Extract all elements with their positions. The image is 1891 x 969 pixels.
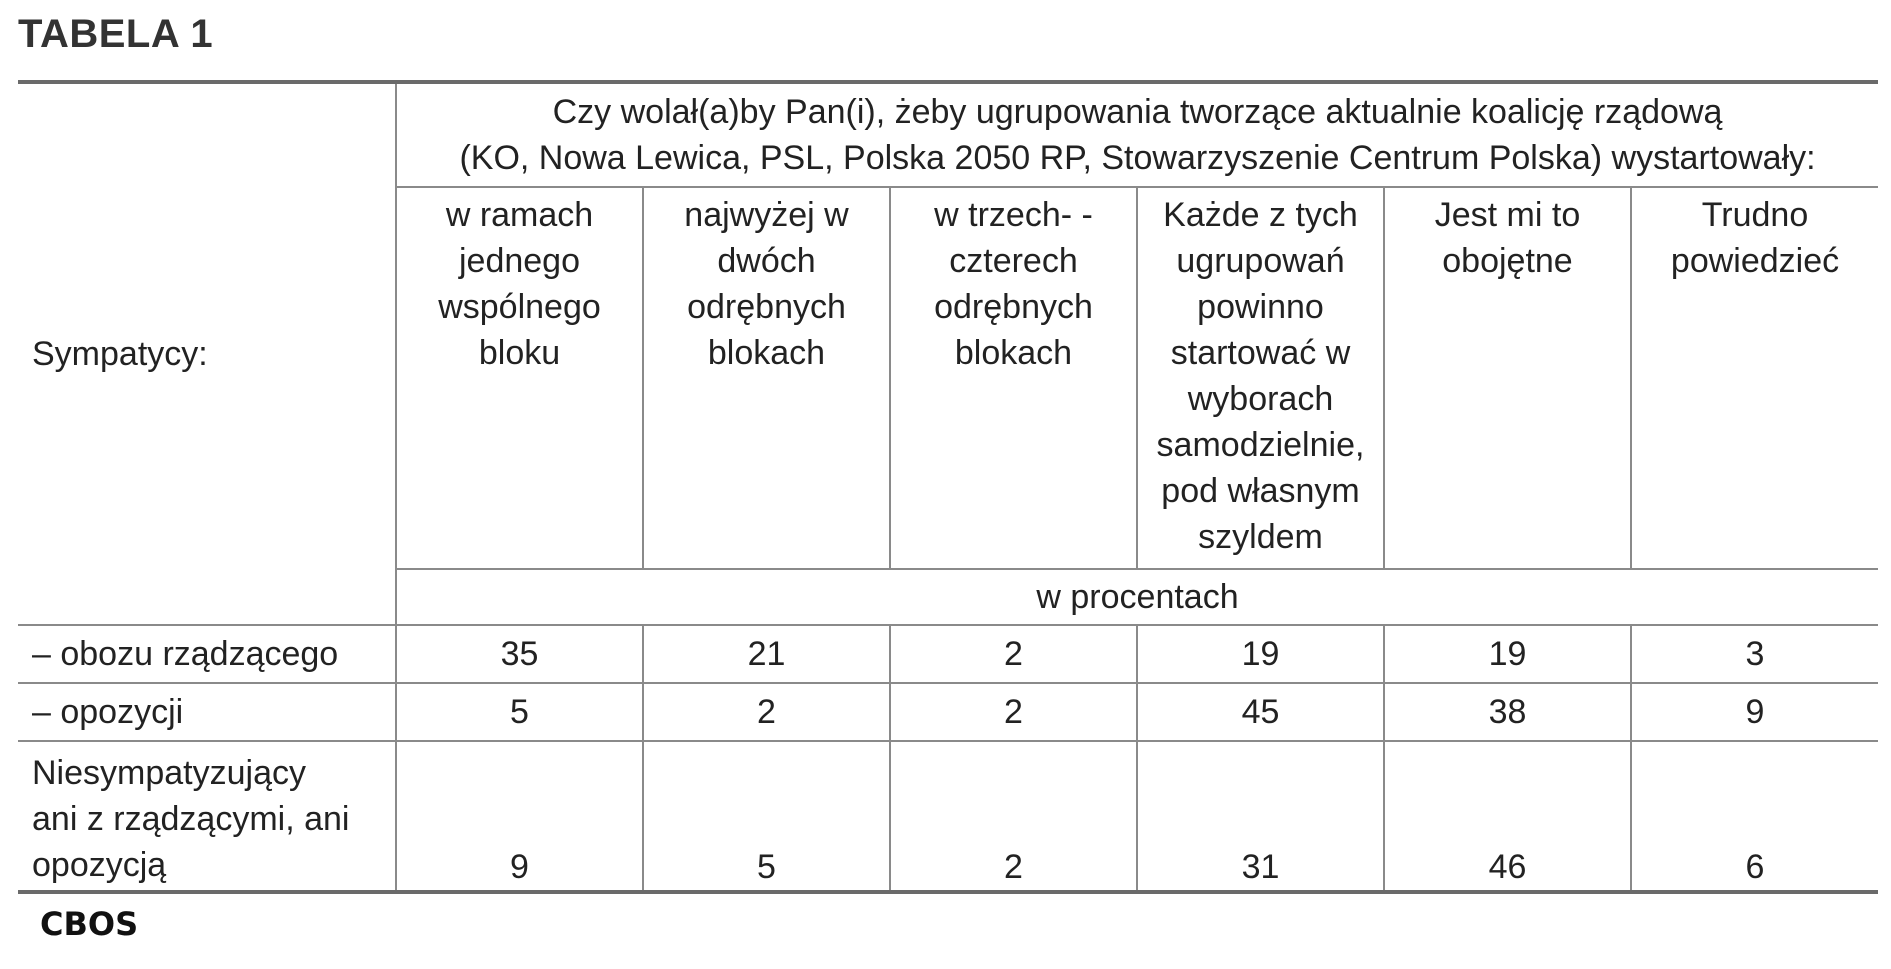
column-header: Trudno powiedzieć	[1631, 187, 1878, 569]
table-cell: 21	[643, 625, 890, 683]
table-cell: 38	[1384, 683, 1631, 741]
table-cell: 2	[890, 683, 1137, 741]
row-label: – opozycji	[18, 683, 396, 741]
column-header: Jest mi to obojętne	[1384, 187, 1631, 569]
column-header: najwyżej w dwóch odrębnych blokach	[643, 187, 890, 569]
row-header-label: Sympatycy:	[18, 82, 396, 625]
survey-table	[18, 80, 1878, 894]
table-title: TABELA 1	[18, 12, 214, 56]
table-cell: 2	[890, 625, 1137, 683]
unit-label: w procentach	[396, 569, 1878, 625]
table-cell: 31	[1137, 741, 1384, 892]
column-header: w ramach jednego wspólnego bloku	[396, 187, 643, 569]
column-header: w trzech- -czterech odrębnych blokach	[890, 187, 1137, 569]
source-logo: CBOS	[40, 905, 139, 943]
column-header: Każde z tych ugrupowań powinno startować w wyborach samodzielnie, pod własnym szyldem	[1137, 187, 1384, 569]
table-cell: 35	[396, 625, 643, 683]
table-cell: 2	[643, 683, 890, 741]
table-cell: 5	[643, 741, 890, 892]
row-label: – obozu rządzącego	[18, 625, 396, 683]
question-header	[396, 82, 1878, 187]
table-cell: 19	[1137, 625, 1384, 683]
question-line: Czy wolał(a)by Pan(i), żeby ugrupowania tworzące aktualnie koalicję rządową	[552, 93, 1723, 131]
question-line: (KO, Nowa Lewica, PSL, Polska 2050 RP, Stowarzyszenie Centrum Polska) wystartowały:	[459, 139, 1816, 177]
table-cell: 5	[396, 683, 643, 741]
table-cell: 9	[1631, 683, 1878, 741]
row-label: Niesympatyzujący ani z rządzącymi, ani opozycją	[18, 741, 396, 892]
table-cell: 3	[1631, 625, 1878, 683]
table-cell: 46	[1384, 741, 1631, 892]
table-cell: 9	[396, 741, 643, 892]
table-cell: 45	[1137, 683, 1384, 741]
table-cell: 6	[1631, 741, 1878, 892]
table-cell: 2	[890, 741, 1137, 892]
table-cell: 19	[1384, 625, 1631, 683]
